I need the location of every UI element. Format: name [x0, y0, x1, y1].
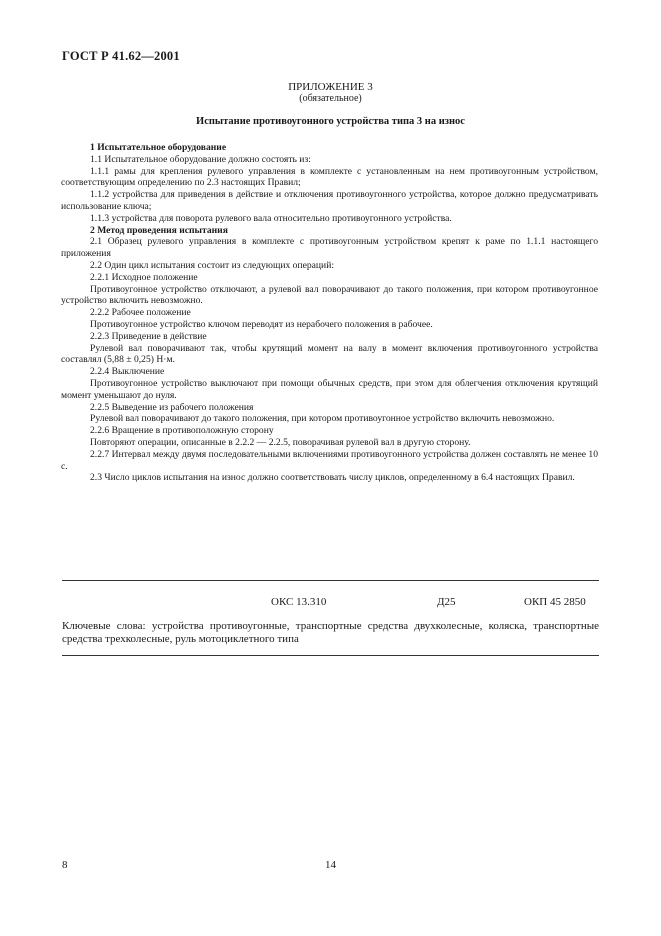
paragraph: Противоугонное устройство ключом переводят из нерабочего положения в рабочее. — [90, 318, 433, 330]
standard-number: ГОСТ Р 41.62—2001 — [62, 49, 180, 63]
paragraph: Повторяют операции, описанные в 2.2.2 — 2.2.5, поворачивая рулевой вал в другую сторону. — [90, 436, 471, 448]
divider-top — [62, 580, 599, 581]
annex-heading — [0, 81, 661, 105]
paragraph: 2.2.7 Интервал между двумя последовательными включениями противоугонного устройства должен составлять не менее 10 с. — [61, 448, 598, 472]
paragraph: 2.2.4 Выключение — [90, 366, 165, 378]
paragraph: 1.1.2 устройства для приведения в действие и отключения противоугонного устройства, которое должно предусматривать использование ключа; — [61, 189, 598, 212]
annex-title: ПРИЛОЖЕНИЕ 3 — [288, 81, 373, 93]
annex-subtitle: (обязательное) — [299, 93, 362, 104]
paragraph: 2.2.2 Рабочее положение — [90, 307, 191, 319]
page-number-center: 14 — [325, 859, 336, 871]
page-number-left: 8 — [62, 859, 68, 871]
paragraph: 2.2.6 Вращение в противоположную сторону — [90, 425, 274, 437]
paragraph: 2.2.3 Приведение в действие — [90, 330, 207, 342]
paragraph: 2.2 Один цикл испытания состоит из следующих операций: — [90, 259, 334, 271]
paragraph: 1.1.3 устройства для поворота рулевого вала относительно противоугонного устройства. — [90, 212, 452, 224]
paragraph: Противоугонное устройство выключают при помощи обычных средств, при этом для облегчения отключения крутящий момент уменьшают до нуля. — [61, 377, 598, 401]
paragraph: Рулевой вал поворачивают так, чтобы крутящий момент на валу в момент включения противоугонного устройства составлял (5,88 ± 0,25) Н·м. — [61, 342, 598, 366]
paragraph: 2.2.5 Выведение из рабочего положения — [90, 401, 254, 413]
paragraph: 2.2.1 Исходное положение — [90, 271, 198, 283]
divider-bottom — [62, 655, 599, 656]
d-code: Д25 — [437, 596, 456, 608]
paragraph: Рулевой вал поворачивают до такого положения, при котором противоугонное устройство включить невозможно. — [90, 413, 555, 425]
paragraph: 2.1 Образец рулевого управления в комплекте с противоугонным устройством крепят к раме по 1.1.1 настоящего приложения — [61, 236, 598, 260]
section-heading: 2 Метод проведения испытания — [90, 224, 228, 236]
document-body — [61, 142, 598, 484]
paragraph: Противоугонное устройство отключают, а рулевой вал поворачивают до такого положения, при котором противоугонное устройство включить невозможно. — [61, 283, 598, 307]
paragraph: 1.1.1 рамы для крепления рулевого управления в комплекте с установленным на нем противоугонным устройством, соответствующим определению по 2.3 настоящих Правил; — [61, 165, 598, 189]
okp-code: ОКП 45 2850 — [524, 596, 586, 608]
paragraph: 2.3 Число циклов испытания на износ должно соответствовать числу циклов, определенному в 6.4 настоящих Правил. — [90, 472, 575, 484]
oks-code: ОКС 13.310 — [271, 596, 327, 608]
keywords: Ключевые слова: устройства противоугонные, транспортные средства двухколесные, коляска, транспортные средства трехколесные, руль мотоциклетного типа — [62, 620, 599, 645]
section-heading: 1 Испытательное оборудование — [90, 142, 227, 153]
paragraph: 1.1 Испытательное оборудование должно состоять из: — [90, 153, 311, 165]
document-title: Испытание противоугонного устройства типа 3 на износ — [196, 116, 465, 127]
